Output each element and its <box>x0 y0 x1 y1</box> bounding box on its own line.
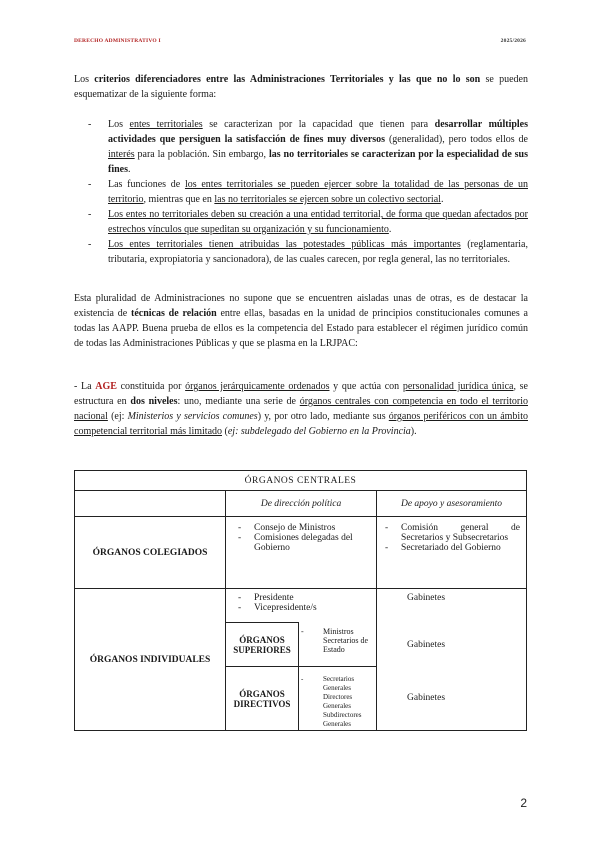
list-item: - Consejo de Ministros <box>238 523 336 533</box>
list-item: - Las funciones de los entes territoriales se pueden ejercer sobre la totalidad de las personas de un territorio, mientras que en las no territoriales se ejercen sobre un colectivo sectorial. <box>88 179 528 205</box>
row-label-colegiados: ÓRGANOS COLEGIADOS <box>75 517 226 589</box>
list-item: - Ministros <box>301 626 354 636</box>
header-year: 2025/2026 <box>500 38 526 44</box>
column-header-politica: De dirección política <box>226 491 377 517</box>
central-organs-table <box>74 470 527 731</box>
column-header-apoyo: De apoyo y asesoramiento <box>377 491 527 517</box>
list-item: - Comisiones delegadas del Gobierno <box>238 533 353 553</box>
gabinetes-cell: Gabinetes <box>377 667 527 731</box>
list-item: - Vicepresidente/s <box>238 603 317 613</box>
list-item: - Los entes territoriales tienen atribuidas las potestades públicas más importantes (reglamentaria, tributaria, expropiatoria y sancionadora), de las cuales carecen, por regla general, las no territoriales. <box>88 239 528 265</box>
list-item: - Los entes no territoriales deben su creación a una entidad territorial, de forma que quedan afectados por estrechos vínculos que supeditan su organización y su funcionamiento. <box>88 209 528 235</box>
row-label-directivos: ÓRGANOS DIRECTIVOS <box>226 667 299 731</box>
header-course-title: DERECHO ADMINISTRATIVO I <box>74 38 161 44</box>
row-label-superiores: ÓRGANOS SUPERIORES <box>226 623 299 667</box>
list-item: Directores Generales <box>323 693 353 710</box>
gabinetes-cell: Gabinetes <box>377 623 527 667</box>
age-paragraph: - La AGE constituida por órganos jerárquicamente ordenados y que actúa con personalidad jurídica única, se estructura en dos niveles: uno, mediante una serie de órganos centrales con competencia en todo el territorio nacional (ej: Ministerios y servicios comunes) y, por otro lado, mediante sus órganos periféricos con un ámbito competencial territorial más limitado (ej: subdelegado del Gobierno en la Provincia). <box>74 381 529 437</box>
row-label-individuales: ÓRGANOS INDIVIDUALES <box>75 589 226 731</box>
criteria-list <box>88 117 528 267</box>
list-item: Subdirectores Generales <box>323 711 362 728</box>
age-highlight: AGE <box>95 381 117 392</box>
intro-paragraph: Los criterios diferenciadores entre las Administraciones Territoriales y las que no lo son se pueden esquematizar de la siguiente forma: <box>74 74 528 100</box>
list-item: Secretarios de Estado <box>323 635 369 654</box>
gabinetes-cell: Gabinetes <box>377 589 527 623</box>
list-item: - Presidente <box>238 593 294 603</box>
page-number: 2 <box>520 796 527 810</box>
relation-techniques-paragraph: Esta pluralidad de Administraciones no supone que se encuentren aisladas unas de otras, es de destacar la existencia de técnicas de relación entre ellas, basadas en la unidad de principios constitucionales comunes a todas las AAPP. Buena prueba de ellos es la competencia del Estado para establecer el régimen jurídico común de todas las Administraciones Públicas y que se plasma en la LRJPAC: <box>74 293 528 349</box>
list-item: - Los entes territoriales se caracterizan por la capacidad que tienen para desarrollar múltiples actividades que persiguen la satisfacción de fines muy diversos (generalidad), pero todos ellos de interés para la población. Sin embargo, las no territoriales se caracterizan por la especialidad de sus fines. <box>88 119 529 175</box>
table-title: ÓRGANOS CENTRALES <box>75 471 527 491</box>
list-item: - Secretarios Generales <box>301 675 355 692</box>
list-item: - Secretariado del Gobierno <box>385 543 501 553</box>
list-item: - Comisión general de Secretarios y Subsecretarios <box>385 523 520 543</box>
